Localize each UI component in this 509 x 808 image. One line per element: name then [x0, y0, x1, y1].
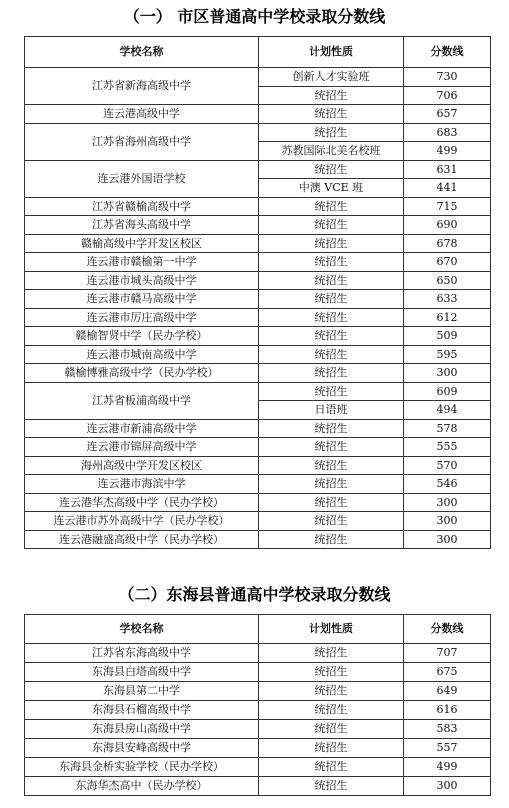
school-name-cell: 连云港市新浦高级中学	[25, 419, 259, 438]
plan-type-cell: 统招生	[259, 290, 404, 309]
school-name-cell: 连云港高级中学	[25, 105, 259, 124]
score-cell: 730	[404, 68, 491, 87]
plan-type-cell: 统招生	[259, 438, 404, 457]
table-row	[25, 160, 491, 179]
score-cell: 609	[404, 382, 491, 401]
school-name-cell: 海州高级中学开发区校区	[25, 456, 259, 475]
school-name-cell: 连云港市厉庄高级中学	[25, 308, 259, 327]
score-cell: 509	[404, 327, 491, 346]
score-cell: 595	[404, 345, 491, 364]
table-row	[25, 777, 491, 796]
plan-type-cell: 统招生	[259, 493, 404, 512]
school-name-cell: 江苏省海头高级中学	[25, 216, 259, 235]
score-cell: 300	[404, 530, 491, 549]
score-cell: 690	[404, 216, 491, 235]
score-cell: 616	[404, 701, 491, 720]
table-row	[25, 644, 491, 663]
plan-type-cell: 统招生	[259, 197, 404, 216]
plan-type-cell: 创新人才实验班	[259, 68, 404, 87]
plan-type-cell: 统招生	[259, 271, 404, 290]
plan-type-cell: 统招生	[259, 530, 404, 549]
table-row	[25, 68, 491, 87]
score-cell: 300	[404, 777, 491, 796]
score-cell: 633	[404, 290, 491, 309]
plan-type-cell: 统招生	[259, 216, 404, 235]
score-cell: 683	[404, 123, 491, 142]
school-name-cell: 赣榆智贤中学（民办学校）	[25, 327, 259, 346]
school-name-cell: 连云港市城南高级中学	[25, 345, 259, 364]
school-name-cell: 东海县石榴高级中学	[25, 701, 259, 720]
score-cell: 300	[404, 493, 491, 512]
table-row	[25, 663, 491, 682]
score-cell: 546	[404, 475, 491, 494]
plan-type-cell: 统招生	[259, 364, 404, 383]
table-row	[25, 216, 491, 235]
plan-type-cell: 日语班	[259, 401, 404, 420]
header-plan: 计划性质	[259, 37, 404, 68]
school-name-cell: 连云港市赣马高级中学	[25, 290, 259, 309]
table-row	[25, 438, 491, 457]
score-cell: 300	[404, 364, 491, 383]
table-row	[25, 105, 491, 124]
table-row	[25, 327, 491, 346]
school-name-cell: 东海县房山高级中学	[25, 720, 259, 739]
plan-type-cell: 统招生	[259, 382, 404, 401]
score-cell: 499	[404, 758, 491, 777]
table-row	[25, 456, 491, 475]
score-cell: 499	[404, 142, 491, 161]
score-cell: 570	[404, 456, 491, 475]
school-name-cell: 连云港市锦屏高级中学	[25, 438, 259, 457]
table-header-row	[25, 37, 491, 68]
score-cell: 555	[404, 438, 491, 457]
table-row	[25, 197, 491, 216]
school-name-cell: 连云港华杰高级中学（民办学校）	[25, 493, 259, 512]
table-row	[25, 512, 491, 531]
section-1-title: （一） 市区普通高中学校录取分数线	[123, 7, 386, 26]
school-name-cell: 连云港融盛高级中学（民办学校）	[25, 530, 259, 549]
school-name-cell: 江苏省新海高级中学	[25, 68, 259, 105]
school-name-cell: 赣榆高级中学开发区校区	[25, 234, 259, 253]
plan-type-cell: 统招生	[259, 345, 404, 364]
table-row	[25, 308, 491, 327]
school-name-cell: 连云港市苏外高级中学（民办学校）	[25, 512, 259, 531]
score-cell: 706	[404, 86, 491, 105]
table-row	[25, 701, 491, 720]
school-name-cell: 连云港市城头高级中学	[25, 271, 259, 290]
header-school: 学校名称	[25, 37, 259, 68]
score-cell: 650	[404, 271, 491, 290]
plan-type-cell: 统招生	[259, 475, 404, 494]
plan-type-cell: 统招生	[259, 701, 404, 720]
plan-type-cell: 统招生	[259, 123, 404, 142]
plan-type-cell: 统招生	[259, 512, 404, 531]
plan-type-cell: 统招生	[259, 253, 404, 272]
plan-type-cell: 苏教国际北美名校班	[259, 142, 404, 161]
score-cell: 612	[404, 308, 491, 327]
table-row	[25, 234, 491, 253]
table-row	[25, 682, 491, 701]
plan-type-cell: 统招生	[259, 758, 404, 777]
table-row	[25, 271, 491, 290]
table-row	[25, 123, 491, 142]
table-row	[25, 382, 491, 401]
school-name-cell: 江苏省海州高级中学	[25, 123, 259, 160]
header-plan: 计划性质	[259, 615, 404, 644]
table-header-row	[25, 615, 491, 644]
plan-type-cell: 统招生	[259, 419, 404, 438]
score-cell: 300	[404, 512, 491, 531]
header-score: 分数线	[404, 37, 491, 68]
table-row	[25, 493, 491, 512]
table-row	[25, 253, 491, 272]
score-cell: 675	[404, 663, 491, 682]
plan-type-cell: 统招生	[259, 160, 404, 179]
plan-type-cell: 统招生	[259, 105, 404, 124]
table-row	[25, 758, 491, 777]
score-cell: 670	[404, 253, 491, 272]
score-cell: 578	[404, 419, 491, 438]
school-name-cell: 江苏省东海高级中学	[25, 644, 259, 663]
plan-type-cell: 统招生	[259, 739, 404, 758]
school-name-cell: 连云港外国语学校	[25, 160, 259, 197]
school-name-cell: 赣榆博雅高级中学（民办学校）	[25, 364, 259, 383]
table-row	[25, 475, 491, 494]
plan-type-cell: 统招生	[259, 234, 404, 253]
school-name-cell: 连云港市海滨中学	[25, 475, 259, 494]
plan-type-cell: 统招生	[259, 720, 404, 739]
table-row	[25, 345, 491, 364]
score-table-2	[24, 614, 491, 796]
plan-type-cell: 统招生	[259, 308, 404, 327]
plan-type-cell: 统招生	[259, 663, 404, 682]
school-name-cell: 江苏省赣榆高级中学	[25, 197, 259, 216]
plan-type-cell: 统招生	[259, 456, 404, 475]
plan-type-cell: 统招生	[259, 682, 404, 701]
school-name-cell: 连云港市赣榆第一中学	[25, 253, 259, 272]
score-cell: 631	[404, 160, 491, 179]
school-name-cell: 东海华杰高中（民办学校）	[25, 777, 259, 796]
score-cell: 649	[404, 682, 491, 701]
school-name-cell: 东海县第二中学	[25, 682, 259, 701]
school-name-cell: 东海县金桥实验学校（民办学校）	[25, 758, 259, 777]
section-2-title: （二）东海县普通高中学校录取分数线	[118, 585, 391, 604]
table-row	[25, 720, 491, 739]
header-score: 分数线	[404, 615, 491, 644]
plan-type-cell: 统招生	[259, 777, 404, 796]
score-table-1	[24, 36, 491, 549]
plan-type-cell: 统招生	[259, 327, 404, 346]
score-cell: 583	[404, 720, 491, 739]
plan-type-cell: 统招生	[259, 86, 404, 105]
score-cell: 494	[404, 401, 491, 420]
header-school: 学校名称	[25, 615, 259, 644]
table-row	[25, 530, 491, 549]
plan-type-cell: 统招生	[259, 644, 404, 663]
table-row	[25, 739, 491, 758]
table-row	[25, 364, 491, 383]
score-cell: 441	[404, 179, 491, 198]
score-cell: 557	[404, 739, 491, 758]
school-name-cell: 东海县安峰高级中学	[25, 739, 259, 758]
school-name-cell: 江苏省板浦高级中学	[25, 382, 259, 419]
plan-type-cell: 中澳 VCE 班	[259, 179, 404, 198]
score-cell: 715	[404, 197, 491, 216]
school-name-cell: 东海县白塔高级中学	[25, 663, 259, 682]
score-cell: 678	[404, 234, 491, 253]
score-cell: 657	[404, 105, 491, 124]
score-cell: 707	[404, 644, 491, 663]
table-row	[25, 290, 491, 309]
table-row	[25, 419, 491, 438]
